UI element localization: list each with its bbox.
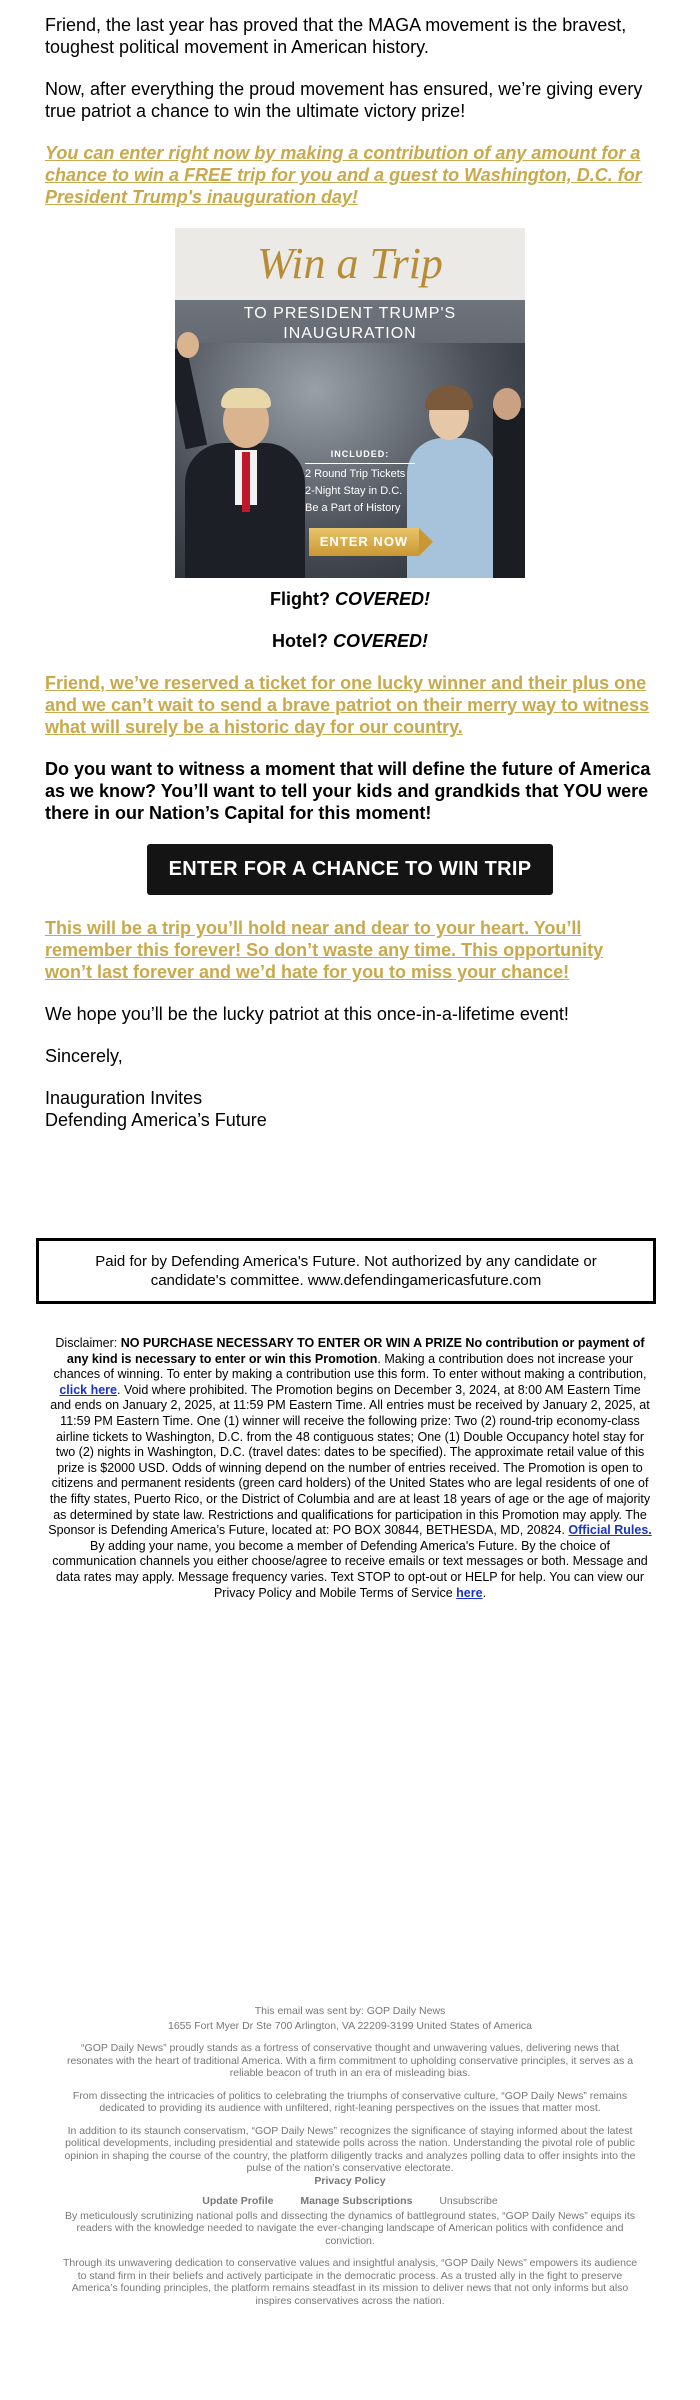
banner-subtitle-line1: TO PRESIDENT TRUMP'S bbox=[243, 305, 457, 322]
cta-container bbox=[45, 844, 655, 895]
arrow-right-icon bbox=[419, 528, 433, 556]
disclaimer-text-3: By adding your name, you become a member of Defending America's Future. By the choice of communication channels you either choose/agree to receive emails or text messages or both. Message and data rates may apply. Message frequency varies. Text STOP to opt-out or HELP for help. You can view our Privacy Policy and Mobile Terms of Service bbox=[52, 1538, 648, 1600]
footer-para-2: From dissecting the intricacies of politics to celebrating the triumphs of conservative culture, “GOP Daily News” remains dedicated to providing its audience with unfiltered, right-leaning perspectives on the issues that matter most. bbox=[72, 2089, 628, 2114]
banner-included-item: 2 Round Trip Tickets bbox=[305, 468, 406, 480]
disclaimer-text-1: . Making a contribution does not increase your chances of winning. To enter by making a contribution use this form. To enter without making a contribution, bbox=[53, 1351, 647, 1382]
flight-covered bbox=[45, 588, 655, 610]
banner-figure-left-hair bbox=[221, 388, 271, 408]
closing: Sincerely, bbox=[45, 1046, 123, 1066]
official-rules-link[interactable]: Official Rules. bbox=[568, 1523, 652, 1538]
banner-subtitle bbox=[175, 300, 525, 344]
banner-figure-bg-right-head bbox=[493, 388, 521, 420]
manage-subscriptions-link[interactable]: Manage Subscriptions bbox=[300, 2195, 413, 2207]
signature bbox=[45, 1087, 655, 1131]
footer-para-1: “GOP Daily News” proudly stands as a fortress of conservative thought and unwavering values, delivering news that resonates with the heart of traditional America. With a firm commitment to upholding conservative principles, it serves as a reliable beacon of truth in an era of misleading bias. bbox=[66, 2042, 634, 2079]
hotel-covered bbox=[45, 630, 655, 652]
paid-for-box bbox=[36, 1238, 656, 1304]
banner-included-item: Be a Part of History bbox=[305, 502, 401, 514]
banner-title: Win a Trip bbox=[257, 239, 443, 288]
banner-enter-now-label[interactable]: ENTER NOW bbox=[319, 534, 409, 549]
disclaimer-bold: NO PURCHASE NECESSARY TO ENTER OR WIN A PRIZE No contribution or payment of any kind is necessary to enter or win this Promotion bbox=[66, 1336, 645, 1366]
banner-subtitle-line2: INAUGURATION bbox=[283, 325, 417, 342]
banner-enter-now-button[interactable] bbox=[309, 528, 419, 556]
disclaimer bbox=[48, 1336, 652, 1601]
footer-para-4: By meticulously scrutinizing national polls and dissecting the dynamics of battleground states, “GOP Daily News” equips its readers with the knowledge needed to navigate the ever-changing landscape of American politics with confidence and conviction. bbox=[65, 2209, 635, 2247]
paid-for-text: Paid for by Defending America's Future. Not authorized by any candidate or candidate's committee. www.defendingamericasfuture.com bbox=[95, 1253, 597, 1289]
footer-privacy-link[interactable]: Privacy Policy bbox=[314, 2174, 386, 2187]
email-body bbox=[45, 14, 655, 1131]
privacy-here-link[interactable]: here bbox=[456, 1585, 483, 1600]
entry-link-paragraph[interactable] bbox=[45, 142, 655, 208]
footer-links bbox=[60, 2195, 640, 2208]
footer-para-3: In addition to its staunch conservatism, “GOP Daily News” recognizes the significance of staying informed about the latest political developments, including presidential and statewide polls across the nation. Understanding the pivotal role of public opinion in shaping the course of the country, the platform diligently tracks and analyzes polling data to offer insights into the pulse of the nation’s conservative electorate. bbox=[64, 2124, 636, 2174]
disclaimer-label: Disclaimer: bbox=[55, 1336, 121, 1350]
reserved-ticket-link[interactable]: Friend, we’ve reserved a ticket for one lucky winner and their plus one and we can’t wait to send a brave patriot on their merry way to witness what will surely be a historic day for our country. bbox=[45, 673, 650, 737]
dont-miss-link[interactable]: This will be a trip you’ll hold near and dear to your heart. You’ll remember this forever! So don’t waste any time. This opportunity won’t last forever and we’d hate for you to miss your chance! bbox=[45, 918, 604, 982]
email-footer bbox=[60, 2005, 640, 2317]
witness-paragraph: Do you want to witness a moment that will define the future of America as we know? You’ll want to tell your kids and grandkids that YOU were there in our Nation’s Capital for this moment! bbox=[45, 759, 651, 823]
disclaimer-text-2: . Void where prohibited. The Promotion begins on December 3, 2024, at 8:00 AM Eastern Time and ends on January 2, 2025, at 11:59 PM Eastern Time. All entries must be received by January 2, 2025, at 11:59 PM Eastern Time. One (1) winner will receive the following prize: Two (2) round-trip economy-class airline tickets to Washington, D.C. from the 48 contiguous states; One (1) Double Occupancy hotel stay for two (2) nights in Washington, D.C. (travel dates: dates to be specified). The approximate retail value of this prize is $2000 USD. Odds of winning depend on the number of entries received. The Promotion is open to citizens and permanent residents (green card holders) of the United States who are legal residents of one of the fifty states, Puerto Rico, or the District of Columbia and are at least 18 years of age or the age of majority as determined by state law. Restrictions and qualifications for participation in this Promotion may apply. The Sponsor is Defending America’s Future, located at: PO BOX 30844, BETHESDA, MD, 20824. bbox=[48, 1382, 651, 1538]
intro-paragraph-2: Now, after everything the proud movement has ensured, we’re giving every true patriot a chance to win the ultimate victory prize! bbox=[45, 79, 643, 121]
banner-included-title: INCLUDED: bbox=[305, 446, 415, 464]
footer-sent-by: This email was sent by: GOP Daily News bbox=[254, 2005, 446, 2017]
enter-trip-button[interactable]: ENTER FOR A CHANCE TO WIN TRIP bbox=[147, 844, 554, 895]
update-profile-link[interactable]: Update Profile bbox=[202, 2195, 274, 2207]
banner-figure-left-tie bbox=[242, 452, 250, 512]
signature-line-1: Inauguration Invites bbox=[45, 1088, 203, 1108]
hotel-value: COVERED! bbox=[333, 631, 429, 651]
footer-para-5: Through its unwavering dedication to conservative values and insightful analysis, “GOP Daily News” empowers its audience to stand firm in their beliefs and actively participate in the democratic process. As a trusted ally in the fight to preserve America’s founding principles, the platform remains steadfast in its mission to deliver news that not only informs but also inspires conservatives across the nation. bbox=[62, 2257, 638, 2307]
lucky-patriot-paragraph: We hope you’ll be the lucky patriot at this once-in-a-lifetime event! bbox=[45, 1004, 569, 1024]
click-here-link[interactable]: click here bbox=[59, 1382, 117, 1397]
flight-label: Flight? bbox=[269, 589, 330, 609]
intro-paragraph-1: Friend, the last year has proved that the MAGA movement is the bravest, toughest political movement in American history. bbox=[45, 15, 627, 57]
footer-address: 1655 Fort Myer Dr Ste 700 Arlington, VA 22209-3199 United States of America bbox=[167, 2019, 532, 2032]
flight-value: COVERED! bbox=[334, 589, 430, 609]
hotel-label: Hotel? bbox=[271, 631, 328, 651]
banner-figure-bg-right bbox=[493, 408, 525, 578]
disclaimer-text-4: . bbox=[482, 1585, 487, 1600]
entry-text-a[interactable]: You can enter right now by making a contribution of any amount for a chance to win a bbox=[45, 143, 641, 185]
banner-figure-right-body bbox=[407, 438, 497, 578]
entry-text-free[interactable]: FREE bbox=[184, 165, 233, 185]
unsubscribe-link[interactable]: Unsubscribe bbox=[439, 2195, 498, 2207]
signature-line-2: Defending America’s Future bbox=[45, 1110, 267, 1130]
banner-included-item: 2-Night Stay in D.C. bbox=[305, 485, 403, 497]
win-a-trip-banner[interactable] bbox=[175, 228, 525, 578]
banner-included-list bbox=[305, 446, 415, 517]
entry-text-c[interactable]: trip for you and a guest to Washington, D.C. for President Trump's inauguration day! bbox=[45, 165, 642, 207]
